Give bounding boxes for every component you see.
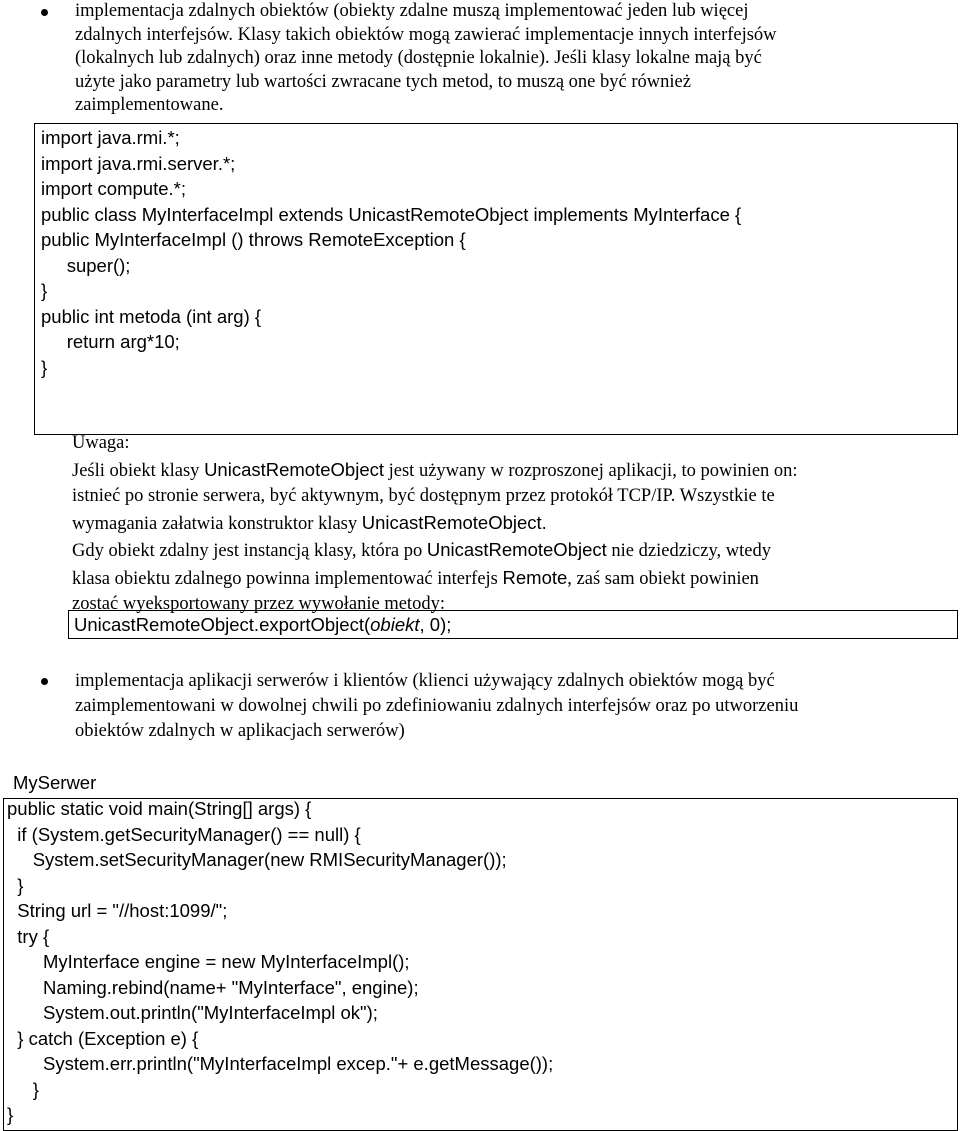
code-line: } [41,280,48,301]
code-line: public MyInterfaceImpl () throws RemoteException { [41,229,466,250]
code-line: return arg*10; [41,331,180,352]
code-line: System.setSecurityManager(new RMISecurityManager()); [7,849,507,870]
text-line: implementacja aplikacji serwerów i klientów (klienci używający zdalnych obiektów mogą być [75,671,775,691]
code-line: } [7,1104,14,1125]
code-line: System.out.println("MyInterfaceImpl ok"); [7,1002,378,1023]
bullet-paragraph-remote-objects [75,0,955,118]
note-section [72,431,957,618]
code-line: } [7,874,24,896]
code-line: String url = "//host:1099/"; [7,900,228,921]
note-line: istnieć po stronie serwera, być aktywnym, być dostępnym przez protokół TCP/IP. Wszystkie te [72,486,775,506]
note-line: wymagania załatwia konstruktor klasy UnicastRemoteObject. [72,511,547,534]
code-line: public class MyInterfaceImpl extends UnicastRemoteObject implements MyInterface { [41,203,742,225]
note-line: Jeśli obiekt klasy UnicastRemoteObject jest używany w rozproszonej aplikacji, to powinien on: [72,458,798,481]
note-line: Gdy obiekt zdalny jest instancją klasy, która po UnicastRemoteObject nie dziedziczy, wtedy [72,539,771,561]
note-line: klasa obiektu zdalnego powinna implementować interfejs Remote, zaś sam obiekt powinien [72,566,759,589]
text-line: (lokalnych lub zdalnych) oraz inne metody (dostępnie lokalnie). Jeśli klasy lokalne mają być [75,48,762,68]
code-line: import java.rmi.*; [41,127,180,148]
code-line: } [41,356,48,378]
text-line: użyte jako parametry lub wartości zwracane tych metod, to muszą one być również [75,71,691,92]
code-block-impl [41,125,951,380]
bullet-paragraph-applications [75,669,955,744]
code-line: public int metoda (int arg) { [41,305,262,327]
text-line: zaimplementowane. [75,95,224,115]
text-line: implementacja zdalnych obiektów (obiekty zdalne muszą implementować jeden lub więcej [75,1,749,21]
code-line: System.err.println("MyInterfaceImpl excep."+ e.getMessage()); [7,1053,554,1074]
code-line: } [7,1078,39,1100]
code-line: public static void main(String[] args) { [7,798,312,819]
server-title: MySerwer [13,772,97,793]
code-line: import java.rmi.server.*; [41,152,236,174]
note-line: zostać wyeksportowany przez wywołanie metody: [72,594,445,614]
bullet-marker [41,9,48,16]
text-line: zdalnych interfejsów. Klasy takich obiektów mogą zawierać implementacje innych interfejsów [75,24,777,45]
code-line: super(); [41,254,131,276]
export-call: UnicastRemoteObject.exportObject(obiekt, 0); [74,614,452,635]
text-line: obiektów zdalnych w aplikacjach serwerów) [75,721,405,741]
code-line: try { [7,925,50,947]
code-line: Naming.rebind(name+ "MyInterface", engine); [7,976,419,998]
code-line: if (System.getSecurityManager() == null) { [7,823,361,845]
note-title: Uwaga: [72,433,130,453]
code-line: } catch (Exception e) { [7,1027,199,1049]
code-line: MyInterface engine = new MyInterfaceImpl(); [7,951,410,972]
text-line: zaimplementowani w dowolnej chwili po zdefiniowaniu zdalnych interfejsów oraz po utworzeniu [75,696,799,716]
code-line: import compute.*; [41,178,186,199]
code-block-server [7,796,952,1128]
bullet-marker [41,678,48,685]
